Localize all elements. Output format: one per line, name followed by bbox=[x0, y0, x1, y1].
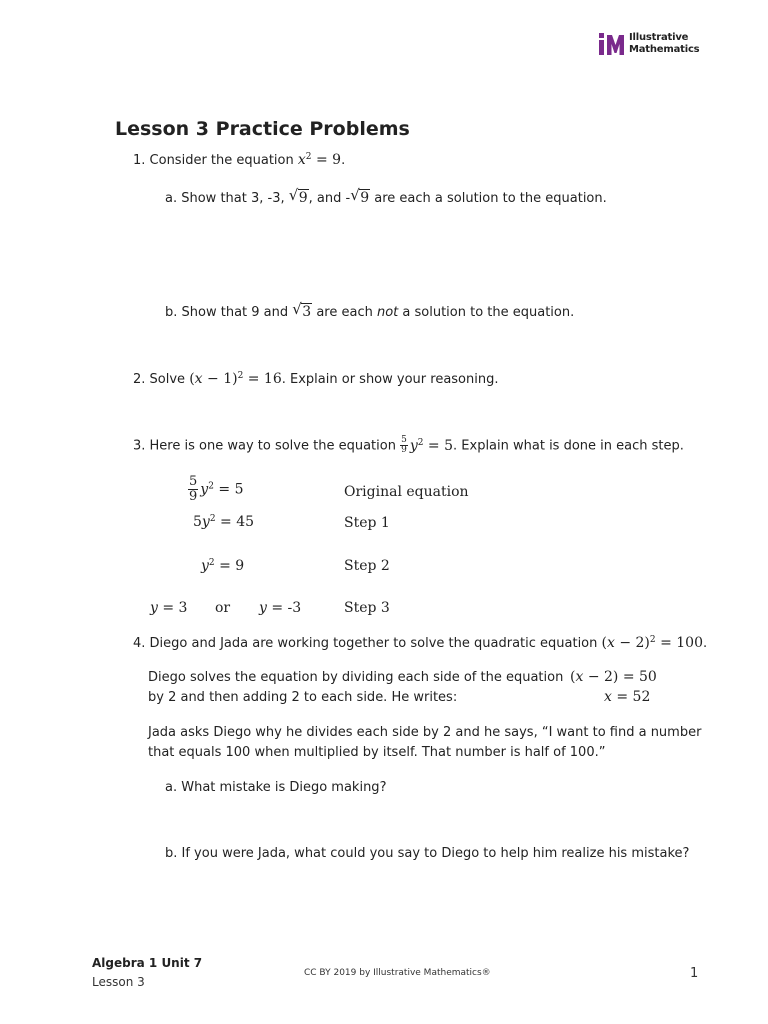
page-title: Lesson 3 Practice Problems bbox=[115, 118, 410, 140]
eq-var-y: y bbox=[409, 437, 418, 454]
paren-open: ( bbox=[601, 635, 607, 651]
eq-exponent: 2 bbox=[305, 152, 312, 162]
eq-var-y: y bbox=[150, 600, 158, 616]
eq-rest: = 9 bbox=[311, 152, 342, 168]
eq-exponent: 2 bbox=[208, 558, 215, 568]
problem-3-lead: 3. Here is one way to solve the equation bbox=[133, 438, 401, 454]
problem-1a bbox=[165, 186, 607, 208]
eq-exponent: 2 bbox=[417, 437, 424, 448]
step-1-equation bbox=[193, 514, 254, 530]
logo-wordmark bbox=[629, 32, 699, 56]
fraction-5-9 bbox=[400, 436, 408, 455]
jada-line-1: Jada asks Diego why he divides each side by 2 and he says, “I want to find a number bbox=[148, 725, 702, 740]
problem-1-end: . bbox=[341, 153, 346, 168]
eq-var-y: y bbox=[201, 558, 209, 574]
eq-var-y: y bbox=[259, 600, 267, 616]
problem-1b-lead: b. Show that 9 and bbox=[165, 305, 293, 320]
problem-1-equation bbox=[298, 152, 341, 168]
eq-rest: = 5 bbox=[423, 437, 454, 454]
frac-num: 5 bbox=[401, 435, 407, 445]
eq-var-x: x bbox=[575, 669, 584, 685]
eq-rest: = 5 bbox=[213, 481, 244, 498]
eq-exponent: 2 bbox=[649, 635, 656, 645]
problem-2-lead: 2. Solve bbox=[133, 372, 190, 387]
problem-1a-lead: a. Show that 3, -3, bbox=[165, 191, 289, 206]
jada-line-2: that equals 100 when multiplied by itself. That number is half of 100.” bbox=[148, 745, 606, 760]
step-1-label: Step 1 bbox=[344, 515, 390, 531]
frac-den: 9 bbox=[189, 489, 198, 504]
logo-line1: Illustrative bbox=[629, 32, 689, 43]
page-number: 1 bbox=[690, 966, 699, 981]
radicand: 3 bbox=[302, 304, 312, 320]
step-2-label: Step 2 bbox=[344, 558, 390, 574]
radical-icon: √ bbox=[288, 186, 299, 204]
step-3-or: or bbox=[215, 600, 231, 616]
sqrt-9-first bbox=[288, 186, 309, 207]
problem-1a-mid: , and - bbox=[308, 191, 351, 206]
problem-1b bbox=[165, 300, 575, 322]
paren-open: ( bbox=[570, 669, 576, 685]
diego-line-1: Diego solves the equation by dividing each side of the equation bbox=[148, 670, 564, 685]
eq-var-x: x bbox=[297, 152, 306, 168]
step-3-label: Step 3 bbox=[344, 600, 390, 616]
problem-4-end: . bbox=[702, 636, 708, 651]
sqrt-9-second bbox=[350, 186, 370, 207]
eq-minus: − 1) bbox=[202, 371, 238, 387]
eq-rest: = 16 bbox=[243, 371, 282, 387]
problem-1b-end: a solution to the equation. bbox=[398, 305, 575, 320]
footer-license: CC BY 2019 by Illustrative Mathematics® bbox=[304, 968, 491, 978]
radicand: 9 bbox=[360, 190, 370, 206]
radical-icon: √ bbox=[350, 186, 360, 204]
problem-4-lead: 4. Diego and Jada are working together to solve the quadratic equation bbox=[133, 636, 602, 651]
step-0-equation bbox=[188, 475, 243, 504]
problem-4-prompt bbox=[133, 634, 707, 653]
eq-coef: 5 bbox=[193, 514, 202, 530]
problem-3-equation bbox=[400, 435, 454, 455]
problem-3-prompt bbox=[133, 436, 684, 456]
eq-rest: = 100 bbox=[655, 635, 703, 651]
problem-1a-end: are each a solution to the equation. bbox=[370, 191, 607, 206]
problem-3-end: . Explain what is done in each step. bbox=[453, 438, 684, 454]
eq-rest: = 45 bbox=[215, 514, 255, 530]
eq-var-y: y bbox=[201, 514, 210, 530]
fraction-5-9-large bbox=[188, 475, 198, 504]
problem-1-lead: 1. Consider the equation bbox=[133, 153, 298, 168]
eq-exponent: 2 bbox=[208, 481, 214, 492]
eq-rest: = 9 bbox=[214, 558, 245, 574]
footer-course: Algebra 1 Unit 7 bbox=[92, 956, 203, 970]
sqrt-3 bbox=[292, 300, 312, 321]
step-0-label: Original equation bbox=[344, 484, 469, 500]
eq-var-y: y bbox=[200, 481, 209, 498]
problem-1b-mid: are each bbox=[312, 305, 377, 320]
problem-1-prompt bbox=[133, 151, 345, 170]
eq-rest: = 3 bbox=[157, 600, 188, 616]
diego-work-line-2 bbox=[604, 689, 650, 705]
problem-2-prompt bbox=[133, 370, 498, 389]
eq-rest: = -3 bbox=[266, 600, 302, 616]
problem-4-equation bbox=[602, 635, 703, 651]
im-logo-mark-icon bbox=[598, 33, 626, 55]
diego-work-line-1 bbox=[570, 669, 657, 685]
step-3-left bbox=[150, 600, 187, 616]
eq-rest: = 52 bbox=[611, 689, 651, 705]
step-2-equation bbox=[201, 558, 244, 574]
problem-1b-not: not bbox=[376, 305, 399, 320]
frac-num: 5 bbox=[189, 474, 198, 489]
problem-4a: a. What mistake is Diego making? bbox=[165, 780, 387, 795]
problem-4b: b. If you were Jada, what could you say to Diego to help him realize his mistake? bbox=[165, 846, 690, 861]
eq-exponent: 2 bbox=[209, 514, 216, 524]
diego-line-2: by 2 and then adding 2 to each side. He writes: bbox=[148, 690, 458, 705]
frac-den: 9 bbox=[401, 445, 407, 455]
problem-2-end: . Explain or show your reasoning. bbox=[281, 372, 499, 387]
radical-icon: √ bbox=[292, 300, 302, 318]
radicand: 9 bbox=[298, 190, 308, 206]
footer-lesson: Lesson 3 bbox=[92, 975, 145, 989]
eq-exponent: 2 bbox=[237, 371, 244, 381]
eq-var-x: x bbox=[604, 689, 612, 705]
eq-minus: − 2) bbox=[614, 635, 650, 651]
paren-open: ( bbox=[189, 371, 195, 387]
logo-line2: Mathematics bbox=[629, 44, 700, 55]
eq-var-x: x bbox=[194, 371, 203, 387]
eq-rest: − 2) = 50 bbox=[583, 669, 657, 685]
problem-2-equation bbox=[189, 371, 282, 387]
eq-var-x: x bbox=[606, 635, 615, 651]
step-3-right bbox=[259, 600, 301, 616]
